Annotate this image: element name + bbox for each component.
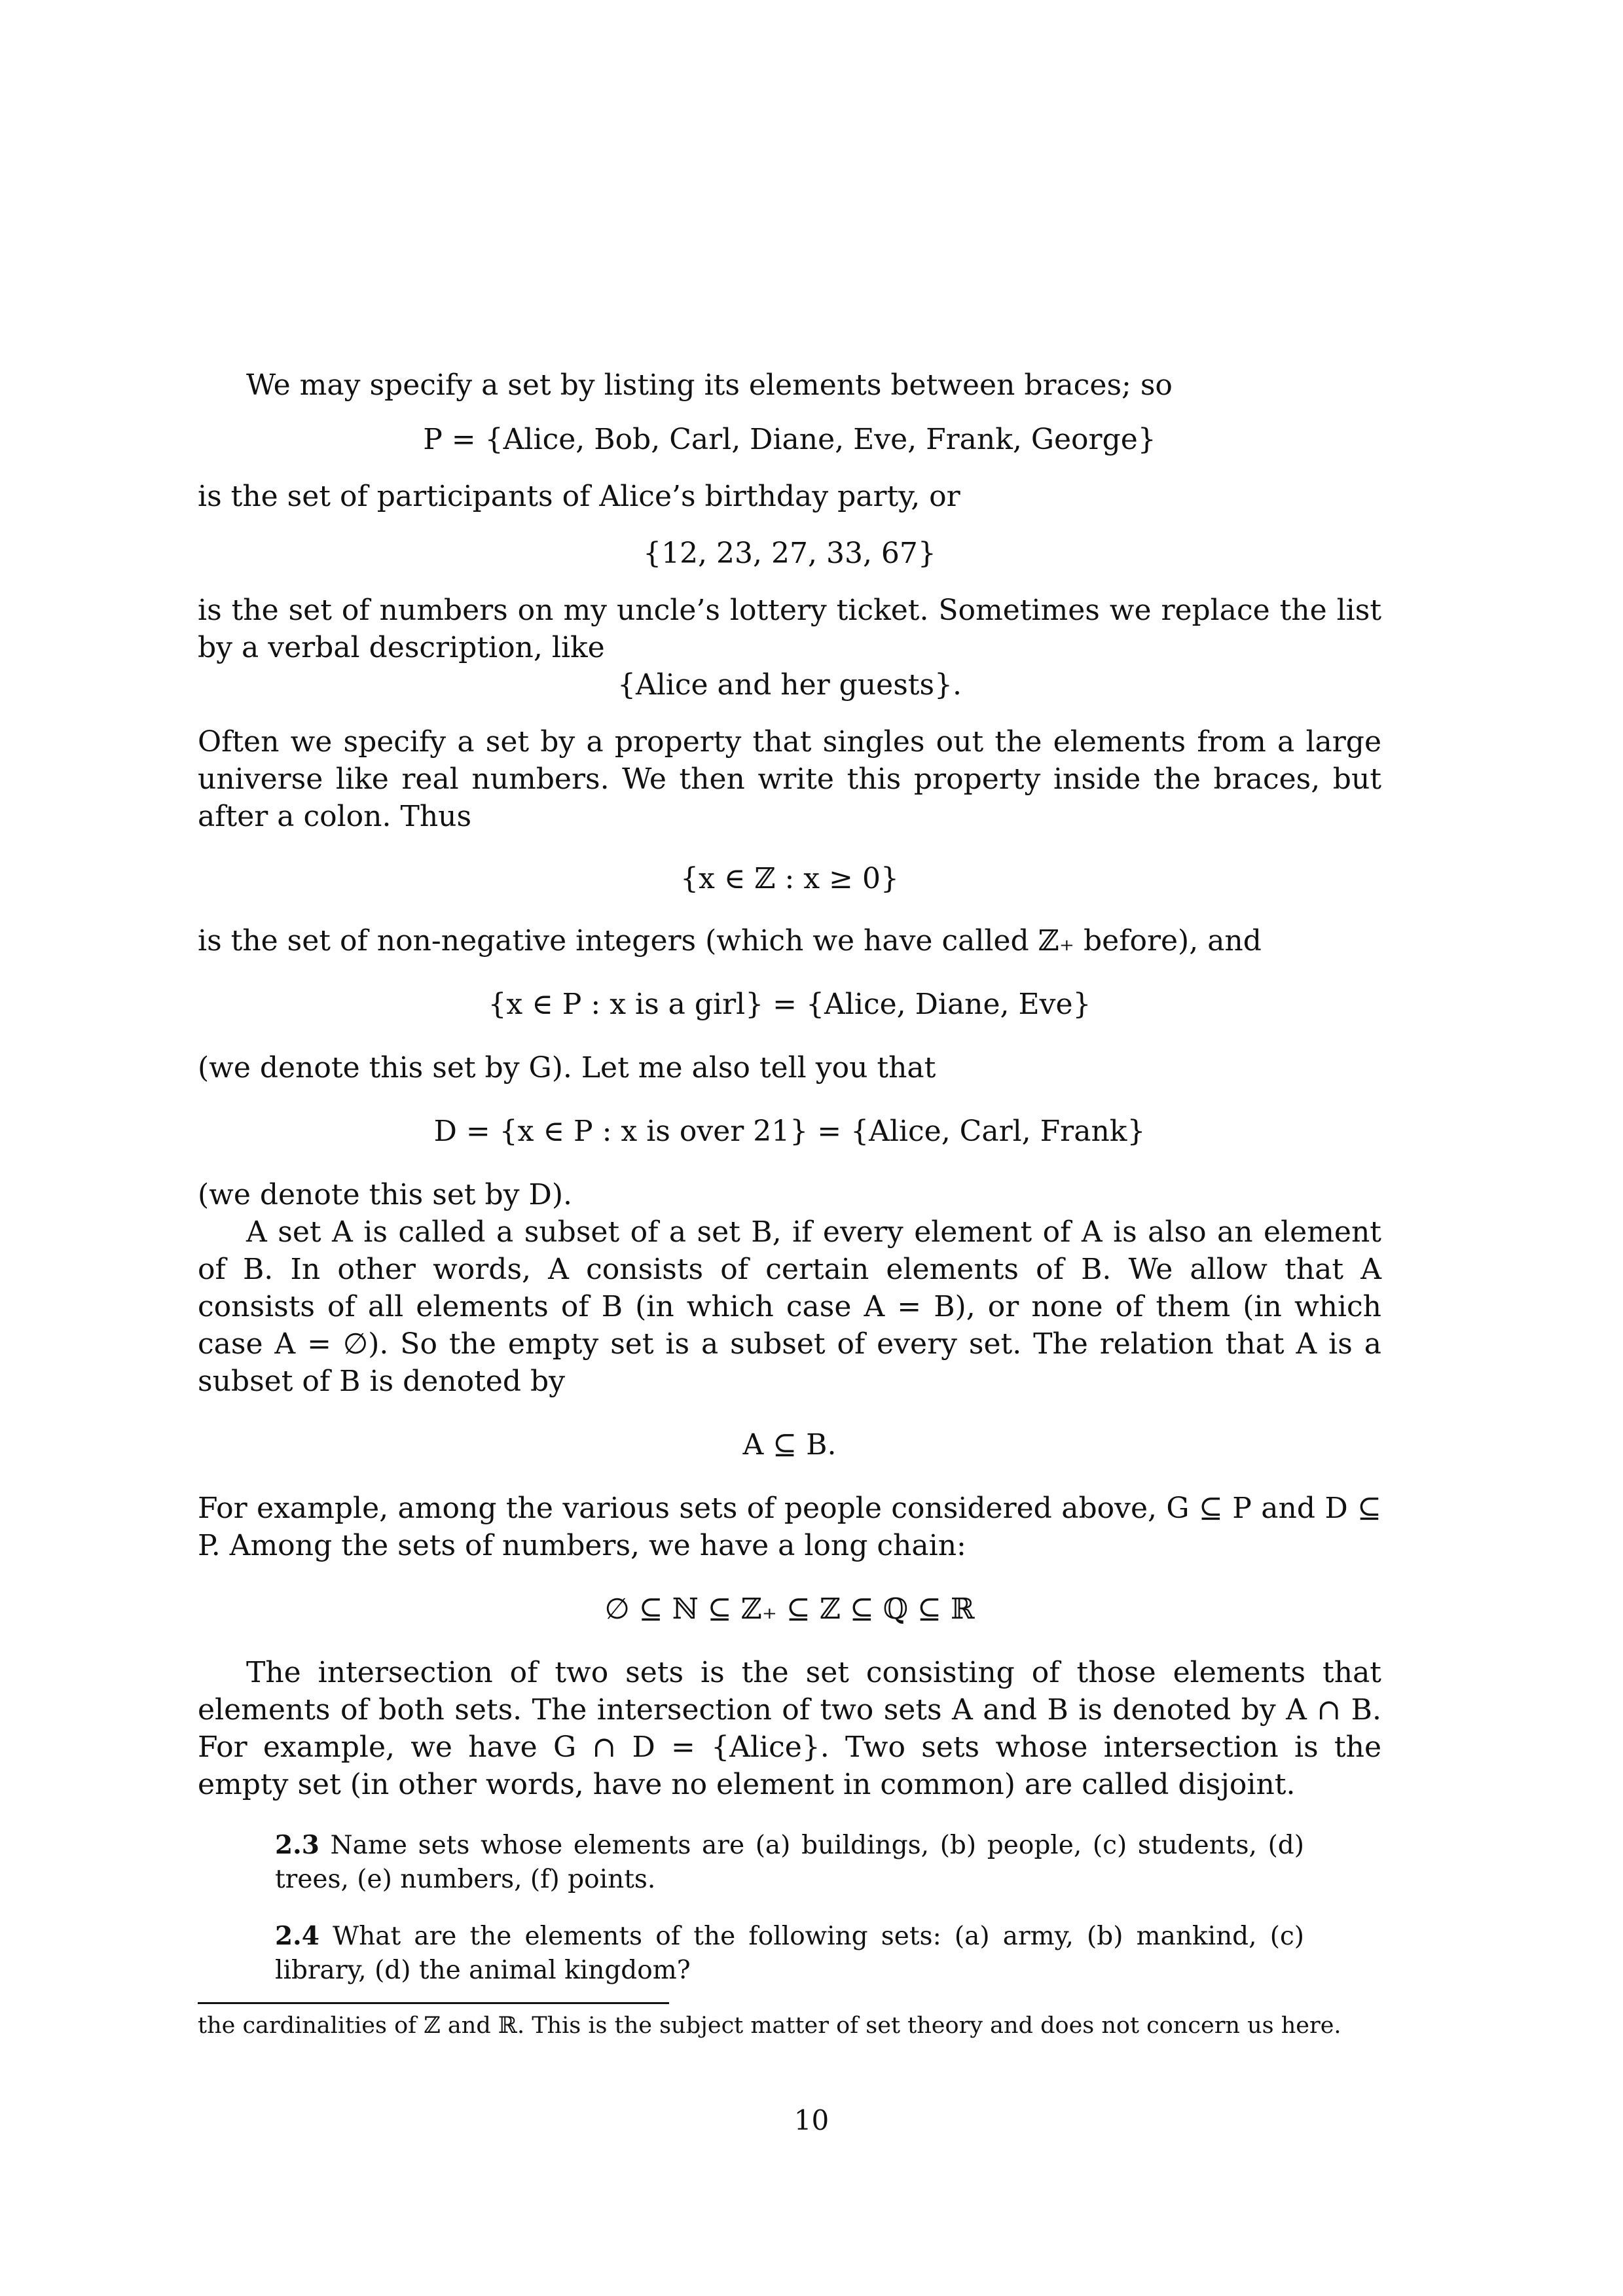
paragraph: For example, among the various sets of people considered above, G ⊆ P and D ⊆ P. Among the sets of numbers, we have a long chain: (198, 1492, 1381, 1562)
exercise-number: 2.4 (275, 1921, 319, 1951)
paragraph: The intersection of two sets is the set consisting of those elements that elements of both sets. The intersection of two sets A and B is denoted by A ∩ B. For example, we have G ∩ D = {Alice}. Two sets whose intersection is the empty set (in other words, have no element in common) are called disjoint. (198, 1656, 1381, 1801)
display-equation: ∅ ⊆ ℕ ⊆ ℤ₊ ⊆ ℤ ⊆ ℚ ⊆ ℝ (604, 1592, 975, 1626)
paragraph: is the set of non-negative integers (which we have called ℤ₊ before), and (198, 924, 1262, 958)
exercise-text: What are the elements of the following sets: (a) army, (b) mankind, (c) library, (d) the animal kingdom? (275, 1922, 1304, 1985)
exercise-text: Name sets whose elements are (a) buildings, (b) people, (c) students, (d) trees, (e) numbers, (f) points. (275, 1831, 1304, 1894)
paragraph: is the set of numbers on my uncle’s lottery ticket. Sometimes we replace the list by a verbal description, like (198, 594, 1381, 664)
display-equation: D = {x ∈ P : x is over 21} = {Alice, Carl, Frank} (433, 1115, 1146, 1148)
paragraph: Often we specify a set by a property that singles out the elements from a large universe like real numbers. We then write this property inside the braces, but after a colon. Thus (198, 725, 1381, 833)
footnote-rule (198, 2002, 669, 2004)
display-equation: {x ∈ P : x is a girl} = {Alice, Diane, Eve} (488, 988, 1091, 1021)
page-body (198, 367, 1381, 2041)
display-equation: {12, 23, 27, 33, 67} (643, 537, 936, 570)
display-equation: {Alice and her guests}. (617, 668, 962, 702)
paragraph: A set A is called a subset of a set B, if every element of A is also an element of B. In other words, A consists of certain elements of B. We allow that A consists of all elements of B (in which case A = B), or none of them (in which case A = ∅). So the empty set is a subset of every set. The relation that A is a subset of B is denoted by (198, 1215, 1381, 1398)
exercise (275, 1828, 1304, 1897)
paragraph: (we denote this set by G). Let me also tell you that (198, 1051, 936, 1085)
display-equation: P = {Alice, Bob, Carl, Diane, Eve, Frank, George} (423, 423, 1156, 456)
paragraph: (we denote this set by D). (198, 1178, 572, 1211)
paragraph: is the set of participants of Alice’s birthday party, or (198, 480, 960, 513)
footnote: the cardinalities of ℤ and ℝ. This is the subject matter of set theory and does not concern us here. (198, 2013, 1341, 2039)
paragraph: We may specify a set by listing its elements between braces; so (246, 368, 1173, 402)
exercise-number: 2.3 (275, 1830, 319, 1860)
display-equation: A ⊆ B. (742, 1428, 837, 1462)
display-equation: {x ∈ ℤ : x ≥ 0} (680, 862, 899, 895)
exercise (275, 1919, 1304, 1988)
page-number: 10 (793, 2104, 830, 2136)
